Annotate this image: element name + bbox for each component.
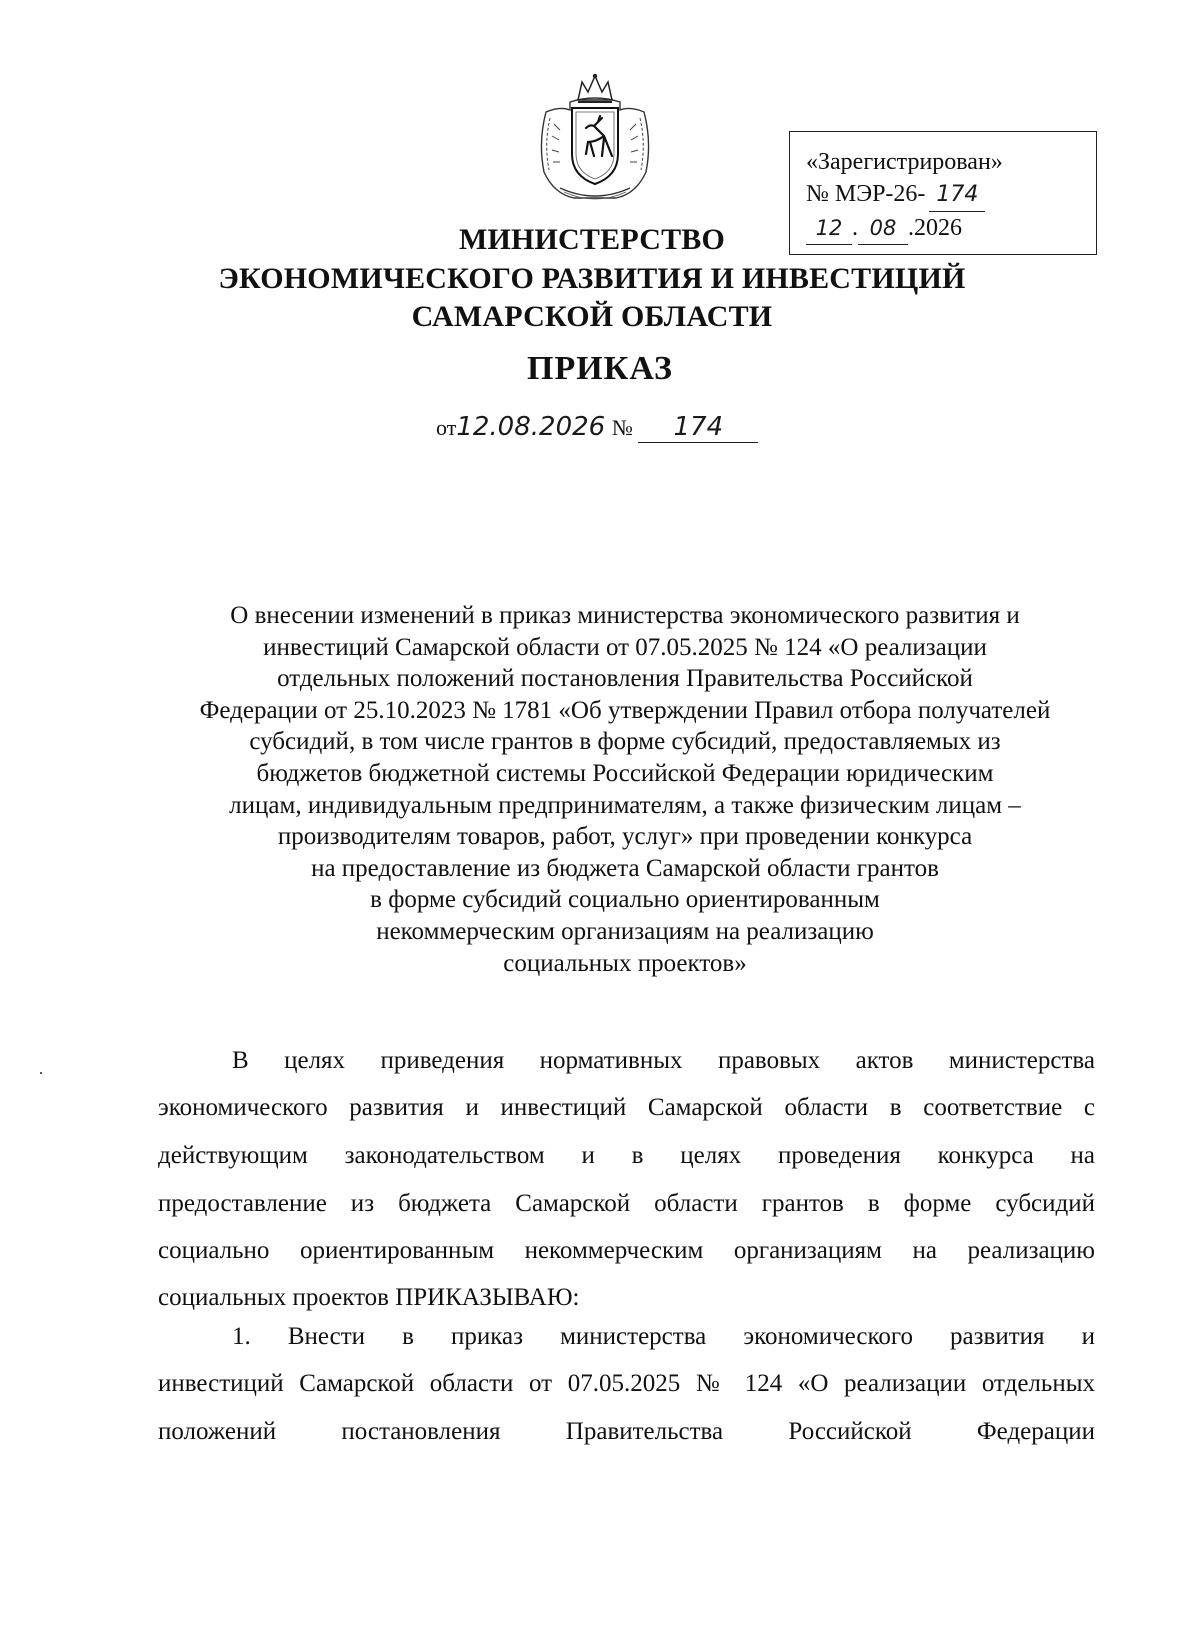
order-subject: [150, 600, 1100, 979]
body-line: В целях приведения нормативных правовых актов министерства: [232, 1047, 1095, 1074]
coat-of-arms-emblem: [534, 72, 656, 204]
date-prefix: от: [436, 415, 457, 440]
stamp-number-handwritten: 174: [929, 179, 985, 212]
subject-line: производителям товаров, работ, услуг» при проведении конкурса: [277, 823, 973, 851]
subject-line: бюджетов бюджетной системы Российской Федерации юридическим: [256, 759, 994, 787]
subject-line: лицам, индивидуальным предпринимателям, а также физическим лицам –: [229, 791, 1021, 819]
body-line: действующим законодательством и в целях проведения конкурса на: [158, 1142, 1095, 1169]
body-line: 1. Внести в приказ министерства экономического развития и: [232, 1323, 1095, 1350]
order-date-handwritten: 12.08.2026: [456, 412, 606, 442]
order-date-number: [436, 412, 796, 443]
subject-line: Федерации от 25.10.2023 № 1781 «Об утверждении Правил отбора получателей: [199, 696, 1051, 724]
ministry-name-line1: МИНИСТЕРСТВО: [458, 223, 726, 256]
number-prefix: №: [611, 415, 633, 440]
subject-line: субсидий, в том числе грантов в форме субсидий, предоставляемых из: [249, 728, 1001, 756]
subject-line: инвестиций Самарской области от 07.05.2025 № 124 «О реализации: [263, 633, 987, 661]
body-line: экономического развития и инвестиций Самарской области в соответствие с: [158, 1094, 1095, 1121]
document-type-title: ПРИКАЗ: [527, 350, 673, 387]
stamp-number-prefix: № МЭР-26-: [806, 181, 926, 207]
body-line: социально ориентированным некоммерческим организациям на реализацию: [158, 1237, 1095, 1264]
margin-mark: [40, 1072, 42, 1074]
order-number-handwritten: 174: [638, 412, 758, 443]
ministry-name-line2: ЭКОНОМИЧЕСКОГО РАЗВИТИЯ И ИНВЕСТИЦИЙ: [218, 262, 966, 295]
subject-line: О внесении изменений в приказ министерства экономического развития и: [230, 602, 1020, 629]
subject-line: отдельных положений постановления Правительства Российской: [277, 665, 973, 693]
stamp-day-handwritten: 12: [806, 212, 852, 245]
subject-line: на предоставление из бюджета Самарской области грантов: [311, 854, 939, 882]
subject-line: некоммерческим организациям на реализацию: [376, 917, 874, 945]
stamp-month-handwritten: 08: [858, 212, 908, 245]
stamp-year: .2026: [908, 215, 962, 241]
body-line: инвестиций Самарской области от 07.05.2025 № 124 «О реализации отдельных: [158, 1370, 1095, 1397]
stamp-registered-label: «Зарегистрирован»: [806, 149, 1003, 175]
body-line: предоставление из бюджета Самарской области грантов в форме субсидий: [158, 1190, 1095, 1217]
stamp-number-line: [806, 178, 1096, 212]
body-line: положений постановления Правительства Российской Федерации: [158, 1418, 1095, 1445]
body-line: социальных проектов ПРИКАЗЫВАЮ:: [158, 1284, 580, 1311]
subject-line: в форме субсидий социально ориентированным: [370, 886, 880, 914]
subject-line: социальных проектов»: [503, 949, 747, 977]
ministry-name-line3: САМАРСКОЙ ОБЛАСТИ: [411, 300, 773, 333]
stamp-date-dot: .: [852, 215, 858, 241]
